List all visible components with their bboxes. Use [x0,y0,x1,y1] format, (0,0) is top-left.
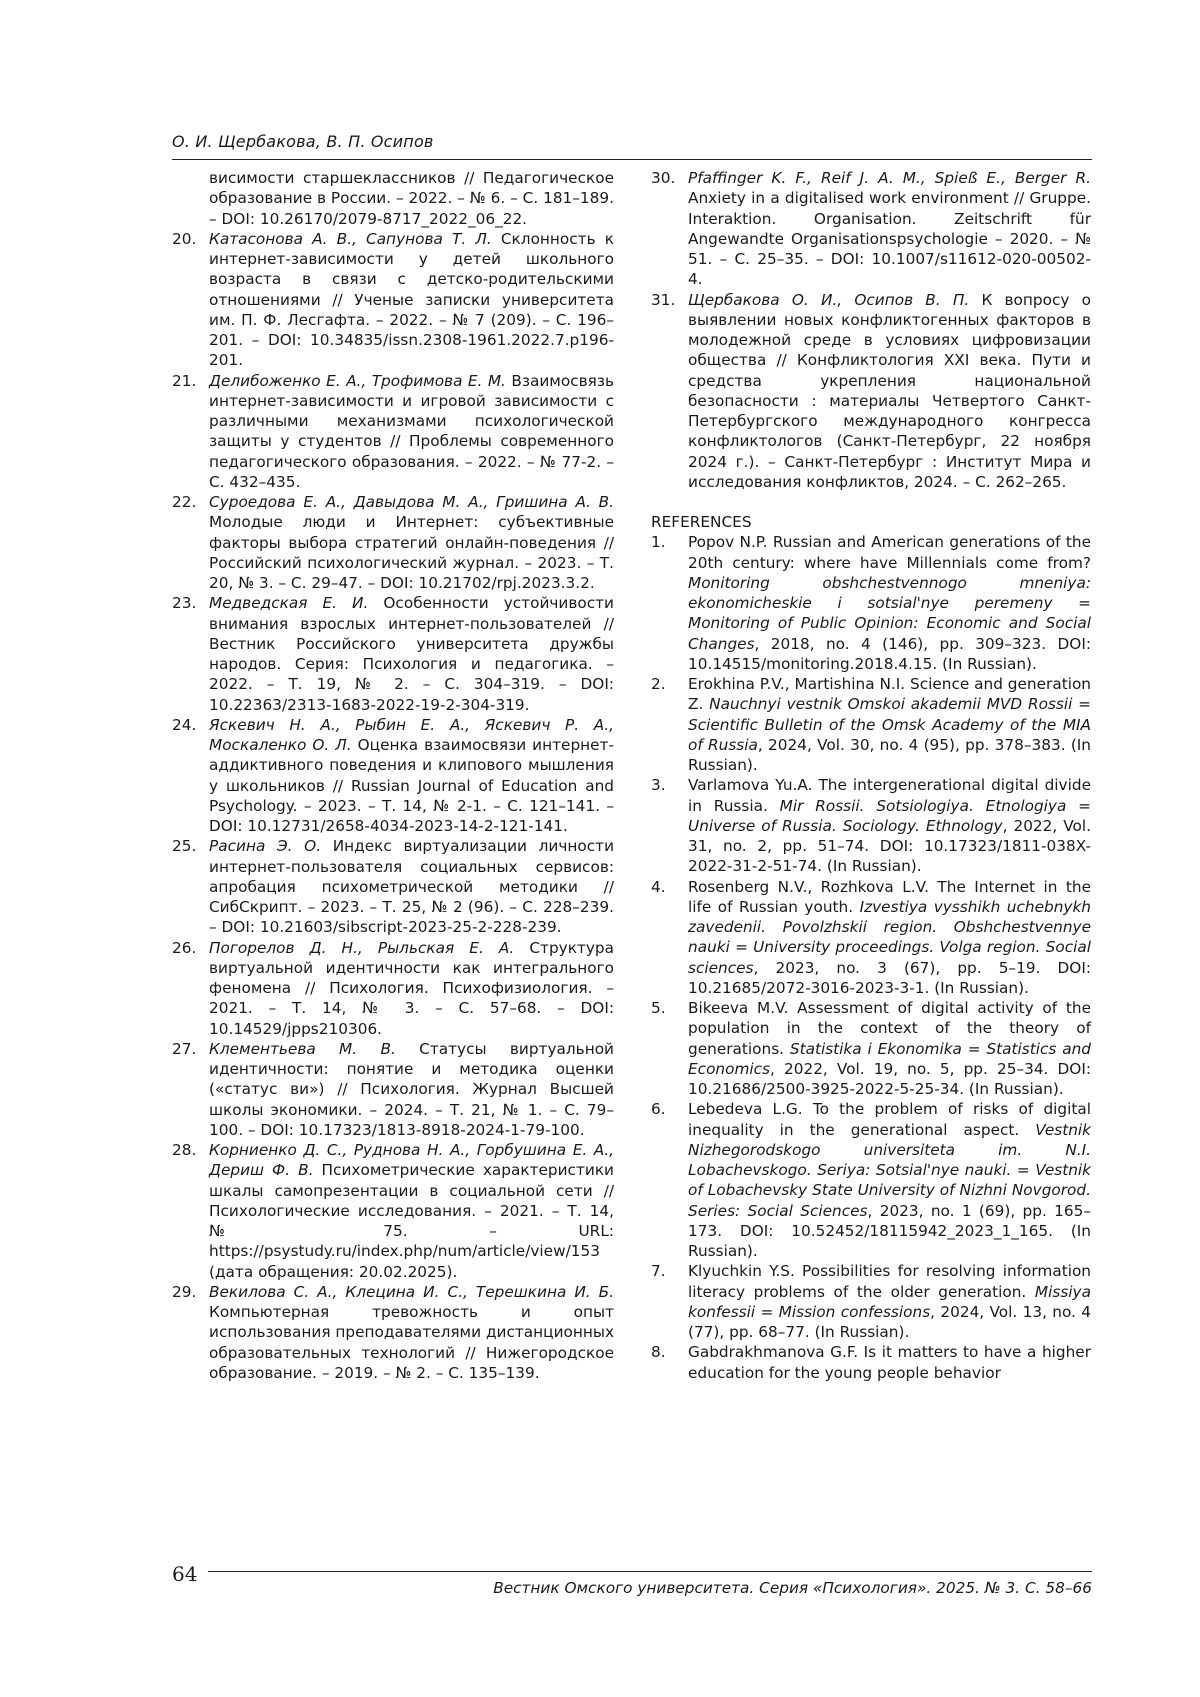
entry-number: 29. [172,1282,197,1301]
references-heading: REFERENCES [651,513,752,531]
entry-text: К вопросу о выявлении новых конфликтогенных факторов в молодежной среде в условиях цифровизации общества // Конфликтология XXI века. Пути и средства укрепления национальной безопасности : материалы Четвертого Санкт-Петербургского международного конгресса конфликтологов (Санкт-Петербург, 22 ноября 2024 г.). – Санкт-Петербург : Институт Мира и исследования конфликтов, 2024. – С. 262–265. [688,290,1091,491]
reference-entry [651,674,1091,775]
reference-source: Vestnik Nizhegorodskogo universiteta im. N.I. Lobachevskogo. Seriya: Sotsial'nye nauki. = Vestnik of Lobachevsky State University of Nizhni Novgorod. Series: Social Sciences [688,1120,1091,1220]
reference-number: 1. [651,533,666,552]
entry-text: Anxiety in a digitalised work environment // Gruppe. Interaktion. Organisation. Zeitschrift für Angewandte Organisationspsychologie – 2020. – № 51. – С. 25–35. – DOI: 10.1007/s11612-020-00502-4. [688,189,1091,289]
entry-number: 22. [172,493,197,511]
journal-footer: Вестник Омского университета. Серия «Психология». 2025. № 3. С. 58–66 [493,1579,1092,1597]
bibliography-entry [172,1140,614,1282]
entry-authors: Расина Э. О. [209,837,322,856]
entry-text: Молодые люди и Интернет: субъективные факторы выбора стратегий онлайн-поведения // Российский психологический журнал. – 2023. – Т. 20, № 3. – С. 29–47. – DOI: 10.21702/rpj.2023.3.2. [209,513,614,592]
bibliography-entry [651,290,1091,493]
right-column [651,168,1091,1383]
entry-number: 27. [172,1039,197,1058]
footer-rule [208,1571,1092,1572]
entry-text: Статусы виртуальной идентичности: понятие и методика оценки («статус ви») // Психология. Журнал Высшей школы экономики. – 2024. – Т. 21, № 1. – С. 79–100. – DOI: 10.17323/1813-8918-2024-1-79-100. [209,1039,614,1139]
bibliography-entry [172,1282,614,1383]
entry-authors: Pfaffinger K. F., Reif J. A. M., Spieß E., Berger R. [688,169,1091,187]
bibliography-entry [651,168,1091,290]
entry-text: Психометрические характеристики шкалы самопрезентации в социальной сети // Психологические исследования. – 2021. – Т. 14, № 75. – URL: https://psystudy.ru/index.php/num/article/view/153 (дата обращения: 20.02.2025). [209,1161,614,1281]
right-column-bibliography [651,168,1091,492]
entry-number: 31. [651,290,676,309]
reference-text: Popov N.P. Russian and American generations of the 20th century: where have Millennials come from? [688,533,1091,572]
bibliography-entry [172,836,614,937]
entry-authors: Корниенко Д. С., Руднова Н. А., Горбушина Е. А., Дериш Ф. В. [209,1141,614,1180]
reference-details: , 2022, Vol. 31, no. 2, pp. 51–74. DOI: 10.17323/1811-038X-2022-31-2-51-74. (In Russian). [688,816,1091,876]
reference-source: Nauchnyi vestnik Omskoi akademii MVD Rossii = Scientific Bulletin of the Omsk Academy of the MIA of Russia [688,695,1091,754]
running-head-authors: О. И. Щербакова, В. П. Осипов [172,132,434,151]
entry-text: Индекс виртуализации личности интернет-пользователя социальных сервисов: апробация психометрической методики // СибСкрипт. – 2023. – Т. 25, № 2 (96). – С. 228–239. – DOI: 10.21603/sibscript-2023-25-2-228-239. [209,837,615,937]
reference-details: , 2023, no. 1 (69), pp. 165–173. DOI: 10.52452/18115942_2023_1_165. (In Russian). [688,1201,1091,1260]
reference-details: , 2018, no. 4 (146), pp. 309–323. DOI: 10.14515/monitoring.2018.4.15. (In Russian). [688,634,1091,673]
reference-number: 7. [651,1262,666,1281]
bibliography-entry [172,229,614,371]
header-rule [172,159,1092,160]
entry-text: Оценка взаимосвязи интернет-аддиктивного поведения и клипового мышления у школьников // Russian Journal of Education and Psychology. – 2023. – Т. 14, № 2-1. – С. 121–141. – DOI: 10.12731/2658-4034-2023-14-2-121-141. [209,736,614,835]
reference-number: 5. [651,999,666,1017]
entry-authors: Яскевич Н. А., Рыбин Е. А., Яскевич Р. А., Москаленко О. Л. [209,715,614,754]
reference-text: Varlamova Yu.A. The intergenerational digital divide in Russia. [688,776,1091,815]
reference-details: , 2024, Vol. 30, no. 4 (95), pp. 378–383. (In Russian). [688,735,1092,774]
reference-text: Erokhina P.V., Martishina N.I. Science and generation Z. [688,675,1091,714]
reference-source: Statistika i Ekonomika = Statistics and Economics [688,1039,1091,1078]
entry-text: Взаимосвязь интернет-зависимости и игровой зависимости с различными механизмами психологической защиты у студентов // Проблемы современного педагогического образования. – 2022. – № 77-2. – С. 432–435. [209,371,614,491]
reference-source: Mir Rossii. Sotsiologiya. Etnologiya = Universe of Russia. Sociology. Ethnology [688,796,1091,835]
reference-source: Monitoring obshchestvennogo mneniya: ekonomicheskie i sotsial'nye peremeny = Monitoring of Public Opinion: Economic and Social Changes [688,573,1091,653]
entry-authors: Суроедова Е. А., Давыдова М. А., Гришина А. В. [209,493,614,511]
reference-text: Bikeeva M.V. Assessment of digital activity of the population in the context of the theory of generations. [688,999,1091,1058]
page-number: 64 [172,1562,198,1586]
left-column [172,168,614,1383]
reference-details: , 2024, Vol. 13, no. 4 (77), pp. 68–77. (In Russian). [688,1302,1092,1341]
reference-number: 6. [651,1100,666,1119]
reference-source: Missiya konfessii = Mission confessions [688,1282,1091,1321]
entry-number: 28. [172,1141,197,1159]
entry-number: 26. [172,938,197,957]
reference-number: 8. [651,1343,666,1362]
entry-authors: Катасонова А. В., Сапунова Т. Л. [209,229,492,248]
entry-authors: Щербакова О. И., Осипов В. П. [688,290,970,309]
reference-number: 4. [651,877,666,896]
entry-number: 23. [172,594,197,613]
bibliography-entry [172,371,614,493]
entry-text: Компьютерная тревожность и опыт использования преподавателями дистанционных образовательных технологий // Нижегородское образование. – 2019. – № 2. – С. 135–139. [209,1303,614,1382]
bibliography-entry [172,938,614,1039]
entry-text: висимости старшеклассников // Педагогическое образование в России. – 2022. – № 6. – С. 181–189. – DOI: 10.26170/2079-8717_2022_06_22. [209,169,614,228]
entry-number: 20. [172,229,197,248]
entry-number: 30. [651,169,676,187]
entry-text: Склонность к интернет-зависимости у детей школьного возраста в связи с детско-родительскими отношениями // Ученые записки университета им. П. Ф. Лесгафта. – 2022. – № 7 (209). – С. 196–201. – DOI: 10.34835/issn.2308-1961.2022.7.p196-201. [209,229,615,370]
reference-text: Rosenberg N.V., Rozhkova L.V. The Internet in the life of Russian youth. [688,877,1091,916]
bibliography-entry [172,168,614,229]
references-list [651,532,1091,1383]
bibliography-entry [172,1039,614,1140]
entry-authors: Делибоженко Е. А., Трофимова Е. М. [209,371,506,390]
reference-entry [651,775,1091,876]
reference-details: , 2022, Vol. 19, no. 5, pp. 25–34. DOI: 10.21686/2500-3925-2022-5-25-34. (In Russian). [688,1059,1091,1098]
entry-number: 24. [172,715,197,734]
reference-entry [651,1342,1091,1383]
reference-text: Lebedeva L.G. To the problem of risks of digital inequality in the generational aspect. [688,1100,1091,1139]
entry-authors: Векилова С. А., Клецина И. С., Терешкина И. Б. [209,1282,614,1301]
reference-details: , 2023, no. 3 (67), pp. 5–19. DOI: 10.21685/2072-3016-2023-3-1. (In Russian). [688,958,1091,997]
entry-authors: Погорелов Д. Н., Рыльская Е. А. [209,938,515,957]
reference-number: 3. [651,776,666,795]
reference-entry [651,1099,1091,1261]
bibliography-entry [172,715,614,837]
reference-text: Klyuchkin Y.S. Possibilities for resolving information literacy problems of the older generation. [688,1262,1091,1301]
entry-authors: Клементьева М. В. [209,1039,396,1058]
entry-text: Структура виртуальной идентичности как интегрального феномена // Психология. Психофизиология. – 2021. – Т. 14, № 3. – С. 57–68. – DOI: 10.14529/jpps210306. [209,938,614,1038]
bibliography-entry [172,492,614,593]
reference-text: Gabdrakhmanova G.F. Is it matters to have a higher education for the young people behavior [688,1343,1091,1382]
reference-entry [651,877,1091,999]
reference-entry [651,998,1091,1099]
bibliography-entry [172,593,614,715]
reference-source: Izvestiya vysshikh uchebnykh zavedenii. Povolzhskii region. Obshchestvennye nauki = University proceedings. Volga region. Social sciences [688,897,1092,977]
reference-entry [651,532,1091,674]
reference-number: 2. [651,675,666,693]
reference-entry [651,1261,1091,1342]
entry-authors: Медведская Е. И. [209,594,369,613]
entry-number: 25. [172,837,197,856]
entry-number: 21. [172,371,197,390]
entry-text: Особенности устойчивости внимания взрослых интернет-пользователей // Вестник Российского университета дружбы народов. Серия: Психология и педагогика. – 2022. – Т. 19, № 2. – С. 304–319. – DOI: 10.22363/2313-1683-2022-19-2-304-319. [209,594,614,714]
